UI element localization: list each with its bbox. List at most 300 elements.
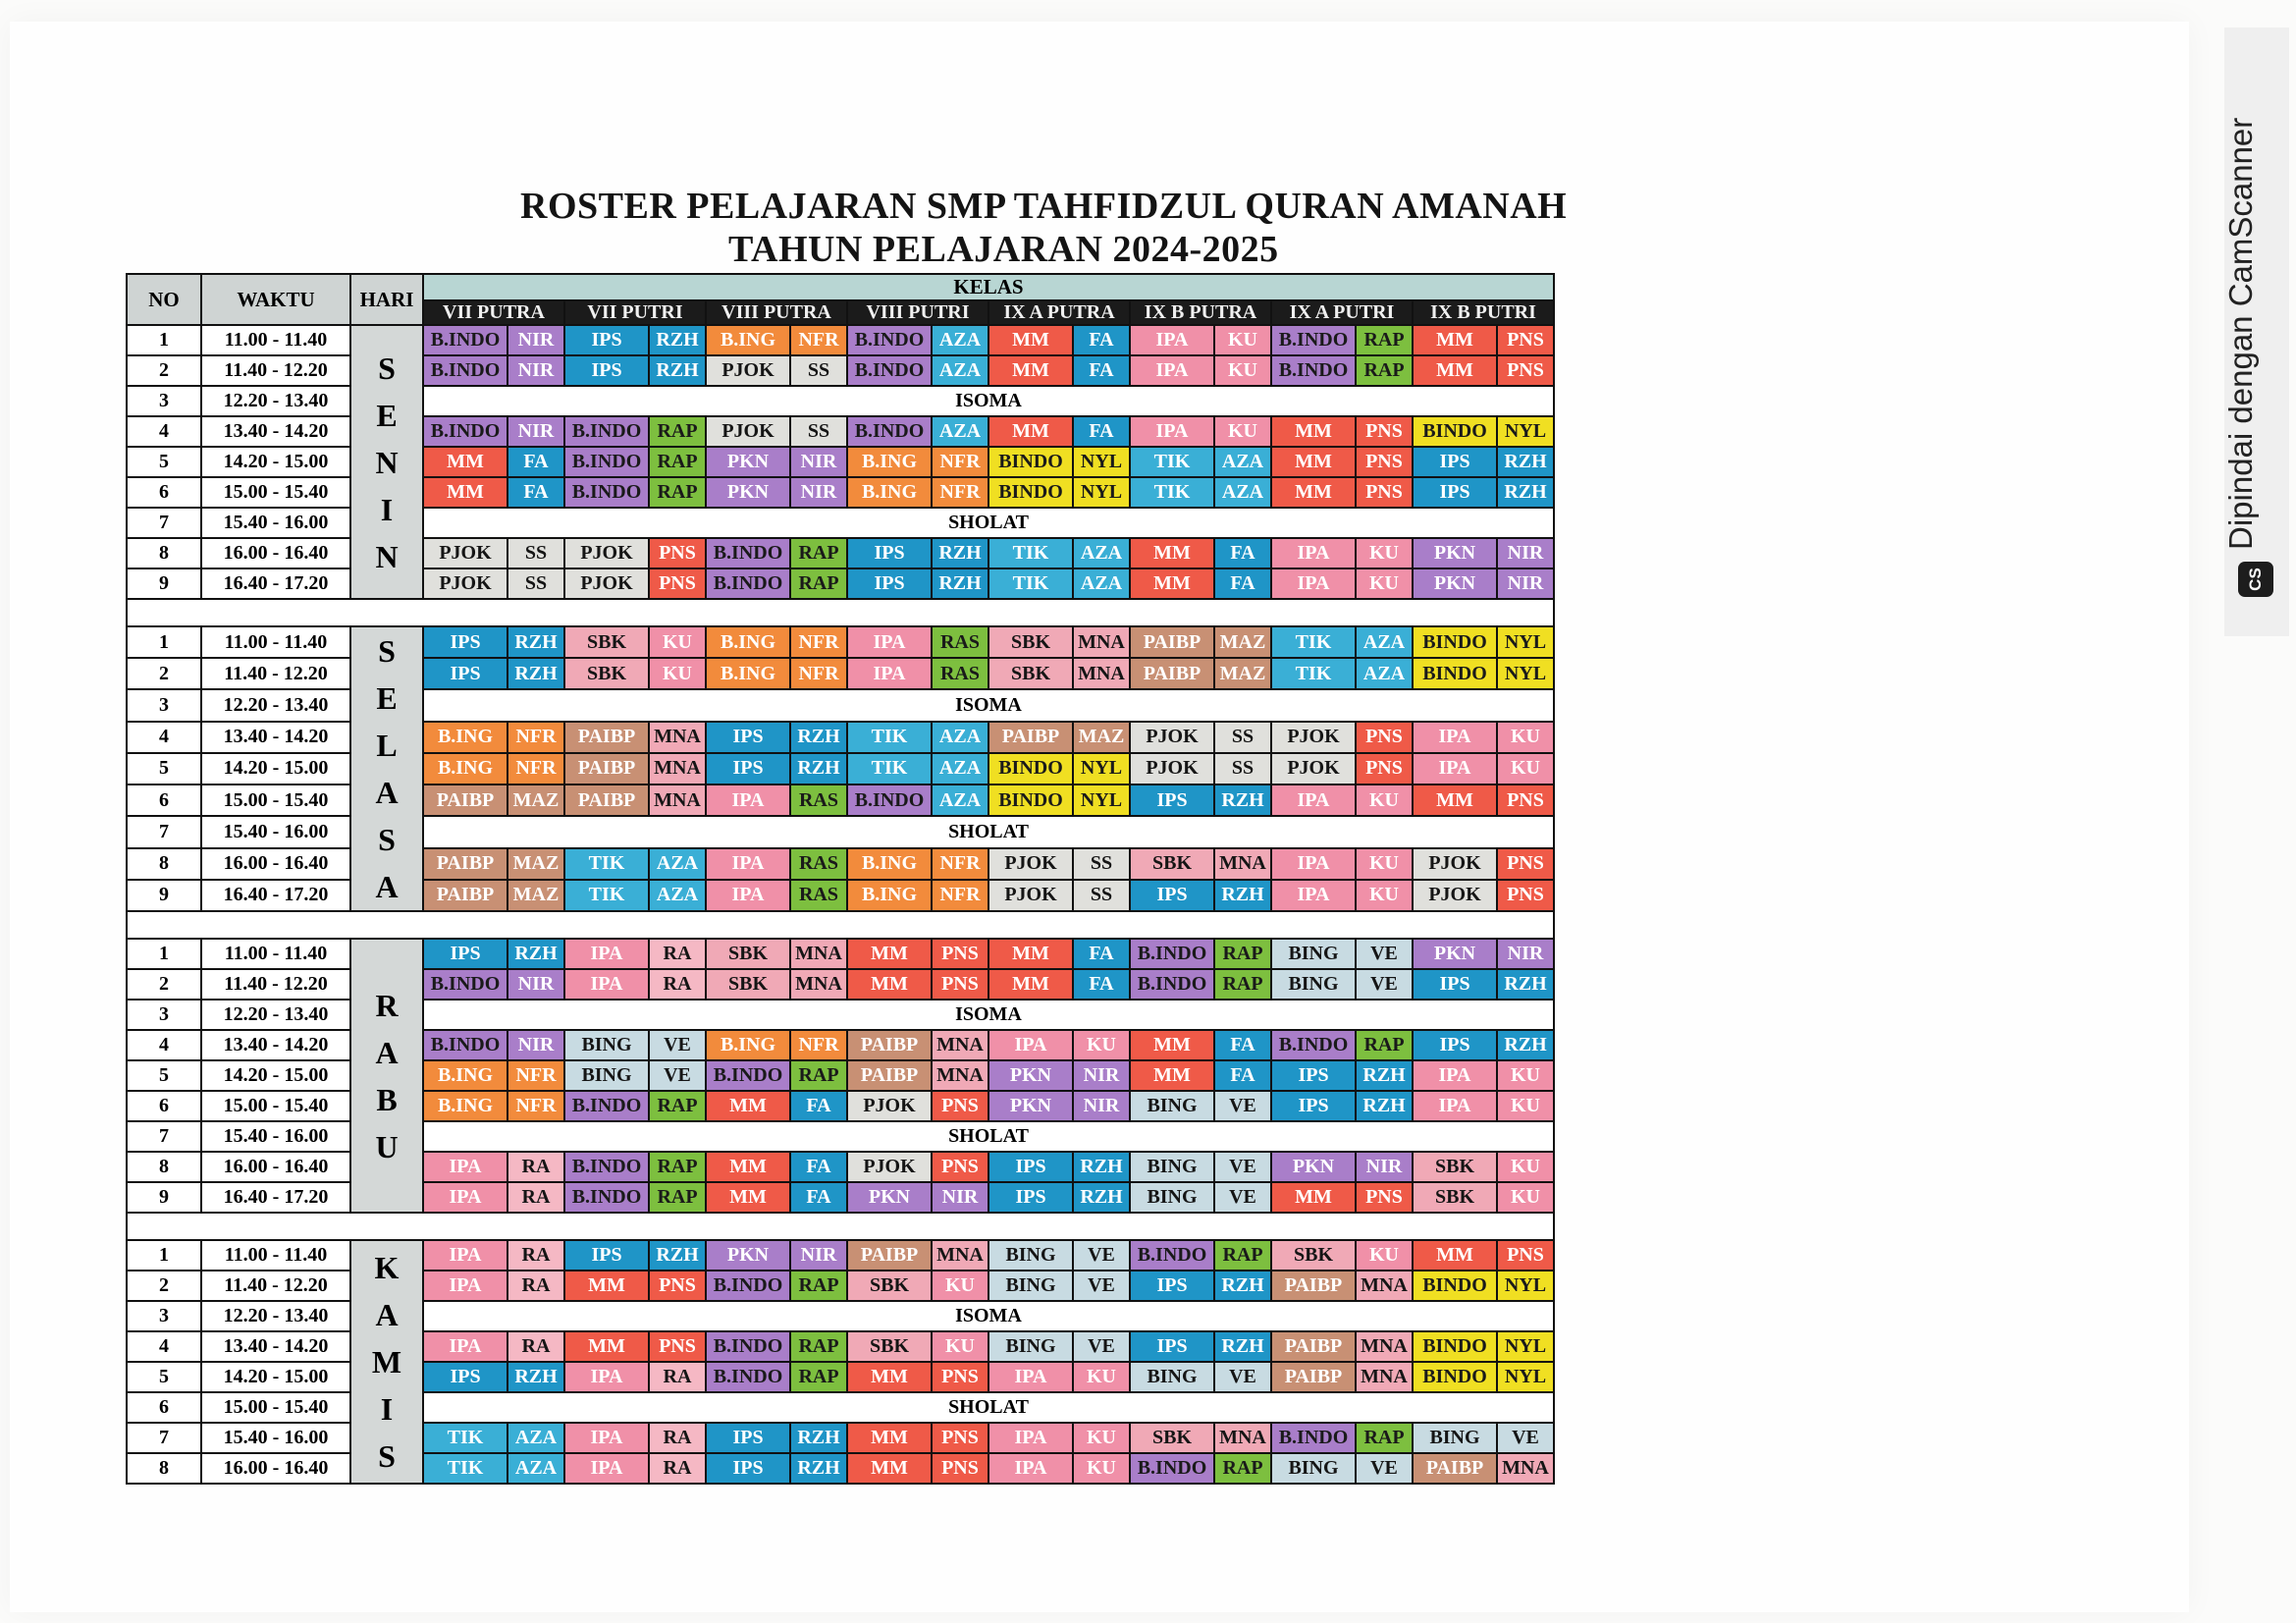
- subject-code: PJOK: [423, 568, 507, 599]
- subject-code: MM: [1413, 784, 1497, 816]
- subject-code: B.INDO: [706, 1271, 790, 1301]
- day-label-rabu: [350, 939, 423, 1213]
- table-row: [127, 848, 1554, 880]
- period-time: 15.00 - 15.40: [201, 784, 350, 816]
- teacher-code: RAP: [790, 1331, 847, 1362]
- teacher-code: PNS: [932, 969, 988, 1000]
- subject-code: PJOK: [1271, 722, 1356, 753]
- teacher-code: MNA: [1214, 1423, 1271, 1453]
- subject-code: IPA: [847, 658, 932, 689]
- subject-code: MM: [1413, 1240, 1497, 1271]
- teacher-code: NYL: [1497, 1362, 1554, 1392]
- teacher-code: NFR: [790, 658, 847, 689]
- teacher-code: RZH: [790, 753, 847, 784]
- teacher-code: KU: [1356, 538, 1413, 568]
- separator-cell: [127, 1213, 1554, 1240]
- subject-code: MM: [1130, 1060, 1214, 1091]
- subject-code: BINDO: [1413, 416, 1497, 447]
- period-time: 15.40 - 16.00: [201, 816, 350, 847]
- subject-code: MM: [706, 1182, 790, 1213]
- teacher-code: NFR: [790, 325, 847, 355]
- teacher-code: VE: [1356, 1453, 1413, 1484]
- period-time: 11.40 - 12.20: [201, 355, 350, 386]
- class-header-vii-putri: VII PUTRI: [564, 300, 706, 325]
- teacher-code: FA: [1073, 939, 1130, 969]
- teacher-code: PNS: [932, 939, 988, 969]
- subject-code: SBK: [706, 969, 790, 1000]
- subject-code: IPA: [706, 848, 790, 880]
- teacher-code: KU: [1214, 325, 1271, 355]
- teacher-code: VE: [1356, 939, 1413, 969]
- class-header-viii-putri: VIII PUTRI: [847, 300, 988, 325]
- teacher-code: MNA: [932, 1240, 988, 1271]
- teacher-code: FA: [1073, 325, 1130, 355]
- break-row-isoma: ISOMA: [423, 386, 1554, 416]
- subject-code: IPS: [706, 722, 790, 753]
- subject-code: MM: [988, 355, 1073, 386]
- teacher-code: RA: [649, 939, 706, 969]
- teacher-code: RA: [649, 1423, 706, 1453]
- subject-code: SBK: [1271, 1240, 1356, 1271]
- teacher-code: RAP: [790, 568, 847, 599]
- subject-code: PJOK: [988, 848, 1073, 880]
- teacher-code: KU: [1356, 1240, 1413, 1271]
- subject-code: PAIBP: [1413, 1453, 1497, 1484]
- teacher-code: AZA: [1356, 626, 1413, 658]
- period-number: 1: [127, 325, 201, 355]
- teacher-code: RZH: [649, 325, 706, 355]
- page-title: ROSTER PELAJARAN SMP TAHFIDZUL QURAN AMANAH: [520, 186, 1568, 227]
- teacher-code: RAS: [932, 626, 988, 658]
- teacher-code: NYL: [1497, 416, 1554, 447]
- subject-code: B.INDO: [1130, 1240, 1214, 1271]
- teacher-code: FA: [790, 1152, 847, 1182]
- teacher-code: RAS: [790, 784, 847, 816]
- subject-code: MM: [847, 969, 932, 1000]
- teacher-code: NYL: [1073, 784, 1130, 816]
- teacher-code: NYL: [1073, 753, 1130, 784]
- teacher-code: MAZ: [1214, 658, 1271, 689]
- period-time: 16.40 - 17.20: [201, 568, 350, 599]
- teacher-code: MNA: [1356, 1331, 1413, 1362]
- teacher-code: NYL: [1073, 447, 1130, 477]
- teacher-code: SS: [790, 355, 847, 386]
- subject-code: B.INDO: [564, 1182, 649, 1213]
- subject-code: IPA: [1271, 538, 1356, 568]
- subject-code: IPS: [564, 1240, 649, 1271]
- subject-code: IPA: [564, 969, 649, 1000]
- period-time: 13.40 - 14.20: [201, 1331, 350, 1362]
- subject-code: B.ING: [423, 753, 507, 784]
- subject-code: IPA: [1271, 784, 1356, 816]
- class-header-ix-b-putri: IX B PUTRI: [1413, 300, 1554, 325]
- subject-code: TIK: [1271, 658, 1356, 689]
- table-row: [127, 722, 1554, 753]
- subject-code: B.ING: [706, 658, 790, 689]
- teacher-code: RZH: [1073, 1182, 1130, 1213]
- teacher-code: KU: [1497, 1182, 1554, 1213]
- teacher-code: AZA: [1073, 568, 1130, 599]
- subject-code: IPA: [847, 626, 932, 658]
- teacher-code: KU: [1356, 880, 1413, 911]
- teacher-code: SS: [1073, 848, 1130, 880]
- teacher-code: AZA: [932, 416, 988, 447]
- break-row-isoma: ISOMA: [423, 1000, 1554, 1030]
- teacher-code: RA: [507, 1182, 564, 1213]
- subject-code: IPA: [564, 939, 649, 969]
- subject-code: MM: [988, 939, 1073, 969]
- teacher-code: NIR: [507, 416, 564, 447]
- table-row: [127, 477, 1554, 508]
- teacher-code: RA: [649, 1453, 706, 1484]
- teacher-code: AZA: [932, 722, 988, 753]
- teacher-code: MNA: [1073, 626, 1130, 658]
- teacher-code: NIR: [790, 1240, 847, 1271]
- period-time: 13.40 - 14.20: [201, 722, 350, 753]
- period-number: 9: [127, 880, 201, 911]
- subject-code: PAIBP: [564, 722, 649, 753]
- teacher-code: VE: [1497, 1423, 1554, 1453]
- table-row: [127, 508, 1554, 538]
- subject-code: TIK: [1271, 626, 1356, 658]
- subject-code: SBK: [988, 658, 1073, 689]
- period-number: 4: [127, 1030, 201, 1060]
- subject-code: PAIBP: [1130, 626, 1214, 658]
- subject-code: IPS: [1130, 1271, 1214, 1301]
- subject-code: PKN: [706, 477, 790, 508]
- teacher-code: AZA: [649, 880, 706, 911]
- period-time: 15.40 - 16.00: [201, 1121, 350, 1152]
- teacher-code: AZA: [1356, 658, 1413, 689]
- teacher-code: FA: [1214, 1060, 1271, 1091]
- subject-code: BINDO: [1413, 1271, 1497, 1301]
- period-time: 11.00 - 11.40: [201, 325, 350, 355]
- teacher-code: RAP: [649, 1152, 706, 1182]
- table-row: [127, 939, 1554, 969]
- teacher-code: PNS: [1356, 753, 1413, 784]
- period-number: 7: [127, 816, 201, 847]
- period-number: 8: [127, 1152, 201, 1182]
- teacher-code: PNS: [1497, 1240, 1554, 1271]
- subject-code: MM: [423, 477, 507, 508]
- teacher-code: NIR: [1356, 1152, 1413, 1182]
- teacher-code: PNS: [649, 1331, 706, 1362]
- subject-code: PAIBP: [423, 880, 507, 911]
- subject-code: SBK: [1413, 1182, 1497, 1213]
- table-row: [127, 1060, 1554, 1091]
- teacher-code: RAP: [1214, 1453, 1271, 1484]
- teacher-code: NYL: [1497, 626, 1554, 658]
- table-row: [127, 1331, 1554, 1362]
- subject-code: SBK: [847, 1271, 932, 1301]
- teacher-code: KU: [1497, 1091, 1554, 1121]
- subject-code: PAIBP: [847, 1240, 932, 1271]
- teacher-code: VE: [1073, 1240, 1130, 1271]
- period-number: 3: [127, 386, 201, 416]
- period-number: 6: [127, 784, 201, 816]
- subject-code: TIK: [988, 538, 1073, 568]
- subject-code: IPS: [988, 1152, 1073, 1182]
- table-row: [127, 386, 1554, 416]
- teacher-code: RAP: [790, 1362, 847, 1392]
- day-name: S E N I N: [375, 350, 399, 574]
- teacher-code: MAZ: [1073, 722, 1130, 753]
- period-number: 5: [127, 447, 201, 477]
- teacher-code: RAP: [649, 416, 706, 447]
- subject-code: B.INDO: [847, 416, 932, 447]
- teacher-code: MAZ: [507, 848, 564, 880]
- teacher-code: SS: [507, 568, 564, 599]
- period-number: 7: [127, 1121, 201, 1152]
- teacher-code: RZH: [1497, 447, 1554, 477]
- teacher-code: PNS: [1356, 447, 1413, 477]
- teacher-code: NIR: [790, 477, 847, 508]
- subject-code: PKN: [1271, 1152, 1356, 1182]
- subject-code: IPS: [1413, 447, 1497, 477]
- period-time: 15.00 - 15.40: [201, 1091, 350, 1121]
- subject-code: B.INDO: [1271, 355, 1356, 386]
- subject-code: IPA: [564, 1453, 649, 1484]
- subject-code: IPA: [988, 1423, 1073, 1453]
- roster-table: [126, 273, 1555, 1485]
- teacher-code: RAP: [1214, 1240, 1271, 1271]
- period-time: 16.40 - 17.20: [201, 1182, 350, 1213]
- subject-code: BING: [1271, 969, 1356, 1000]
- teacher-code: RZH: [649, 1240, 706, 1271]
- period-time: 16.00 - 16.40: [201, 1453, 350, 1484]
- teacher-code: MNA: [1073, 658, 1130, 689]
- period-time: 11.00 - 11.40: [201, 939, 350, 969]
- subject-code: IPS: [988, 1182, 1073, 1213]
- teacher-code: KU: [1497, 722, 1554, 753]
- day-label-selasa: [350, 626, 423, 911]
- subject-code: IPS: [847, 538, 932, 568]
- teacher-code: RAP: [1214, 969, 1271, 1000]
- subject-code: PAIBP: [564, 784, 649, 816]
- teacher-code: PNS: [1356, 416, 1413, 447]
- teacher-code: NFR: [790, 626, 847, 658]
- subject-code: BINDO: [1413, 626, 1497, 658]
- teacher-code: NIR: [1073, 1091, 1130, 1121]
- table-row: [127, 325, 1554, 355]
- teacher-code: RZH: [507, 939, 564, 969]
- subject-code: MM: [847, 1362, 932, 1392]
- subject-code: BINDO: [1413, 1362, 1497, 1392]
- period-number: 1: [127, 939, 201, 969]
- period-time: 16.00 - 16.40: [201, 1152, 350, 1182]
- subject-code: MM: [1271, 477, 1356, 508]
- table-row: [127, 1121, 1554, 1152]
- period-time: 14.20 - 15.00: [201, 753, 350, 784]
- teacher-code: PNS: [932, 1152, 988, 1182]
- subject-code: B.INDO: [706, 1331, 790, 1362]
- teacher-code: MNA: [1214, 848, 1271, 880]
- subject-code: PKN: [988, 1060, 1073, 1091]
- subject-code: B.INDO: [423, 355, 507, 386]
- teacher-code: FA: [1214, 568, 1271, 599]
- period-time: 16.40 - 17.20: [201, 880, 350, 911]
- teacher-code: RZH: [507, 658, 564, 689]
- subject-code: IPA: [1130, 325, 1214, 355]
- teacher-code: RAP: [649, 477, 706, 508]
- period-number: 8: [127, 848, 201, 880]
- subject-code: B.ING: [423, 1091, 507, 1121]
- subject-code: IPS: [1413, 969, 1497, 1000]
- roster-body: [127, 325, 1554, 1484]
- teacher-code: RZH: [790, 1423, 847, 1453]
- subject-code: TIK: [1130, 477, 1214, 508]
- teacher-code: KU: [1356, 568, 1413, 599]
- teacher-code: PNS: [1497, 784, 1554, 816]
- teacher-code: RZH: [1497, 969, 1554, 1000]
- subject-code: IPA: [1130, 355, 1214, 386]
- period-time: 15.00 - 15.40: [201, 477, 350, 508]
- period-time: 11.40 - 12.20: [201, 1271, 350, 1301]
- subject-code: IPA: [988, 1030, 1073, 1060]
- teacher-code: RAS: [790, 848, 847, 880]
- subject-code: MM: [564, 1271, 649, 1301]
- subject-code: IPA: [1271, 880, 1356, 911]
- teacher-code: NFR: [507, 1060, 564, 1091]
- subject-code: B.INDO: [847, 355, 932, 386]
- teacher-code: NIR: [507, 325, 564, 355]
- subject-code: IPS: [706, 1453, 790, 1484]
- teacher-code: MNA: [790, 939, 847, 969]
- subject-code: IPS: [1271, 1091, 1356, 1121]
- subject-code: TIK: [847, 753, 932, 784]
- teacher-code: AZA: [507, 1453, 564, 1484]
- period-number: 6: [127, 1392, 201, 1423]
- subject-code: IPS: [706, 753, 790, 784]
- teacher-code: FA: [1214, 538, 1271, 568]
- subject-code: MM: [706, 1091, 790, 1121]
- subject-code: B.INDO: [1271, 1030, 1356, 1060]
- table-row: [127, 568, 1554, 599]
- subject-code: MM: [423, 447, 507, 477]
- period-number: 3: [127, 689, 201, 721]
- day-name: S E L A S A: [375, 633, 399, 904]
- subject-code: IPA: [988, 1362, 1073, 1392]
- teacher-code: VE: [1073, 1271, 1130, 1301]
- teacher-code: FA: [1073, 355, 1130, 386]
- subject-code: IPA: [988, 1453, 1073, 1484]
- teacher-code: RZH: [1356, 1091, 1413, 1121]
- subject-code: TIK: [423, 1453, 507, 1484]
- teacher-code: AZA: [1073, 538, 1130, 568]
- subject-code: BING: [1271, 939, 1356, 969]
- subject-code: IPS: [423, 658, 507, 689]
- subject-code: B.ING: [706, 626, 790, 658]
- teacher-code: SS: [507, 538, 564, 568]
- table-row: [127, 626, 1554, 658]
- subject-code: IPS: [706, 1423, 790, 1453]
- teacher-code: RZH: [1497, 477, 1554, 508]
- subject-code: BING: [564, 1060, 649, 1091]
- subject-code: PKN: [1413, 568, 1497, 599]
- teacher-code: FA: [790, 1182, 847, 1213]
- subject-code: IPS: [1130, 880, 1214, 911]
- subject-code: SBK: [1413, 1152, 1497, 1182]
- subject-code: SBK: [564, 658, 649, 689]
- subject-code: B.INDO: [423, 325, 507, 355]
- subject-code: B.ING: [706, 1030, 790, 1060]
- teacher-code: RAP: [1356, 1423, 1413, 1453]
- subject-code: SBK: [847, 1331, 932, 1362]
- period-time: 15.40 - 16.00: [201, 508, 350, 538]
- teacher-code: RZH: [1497, 1030, 1554, 1060]
- period-number: 4: [127, 1331, 201, 1362]
- subject-code: PAIBP: [1271, 1362, 1356, 1392]
- teacher-code: AZA: [1214, 447, 1271, 477]
- period-number: 3: [127, 1301, 201, 1331]
- subject-code: SBK: [1130, 1423, 1214, 1453]
- subject-code: IPS: [423, 1362, 507, 1392]
- subject-code: IPS: [1271, 1060, 1356, 1091]
- subject-code: IPA: [423, 1331, 507, 1362]
- teacher-code: NIR: [1497, 939, 1554, 969]
- period-number: 8: [127, 1453, 201, 1484]
- subject-code: B.INDO: [564, 1091, 649, 1121]
- subject-code: IPA: [1130, 416, 1214, 447]
- subject-code: IPA: [564, 1423, 649, 1453]
- teacher-code: FA: [507, 447, 564, 477]
- subject-code: BINDO: [1413, 658, 1497, 689]
- header-kelas: KELAS: [423, 274, 1554, 300]
- subject-code: MM: [988, 969, 1073, 1000]
- period-number: 2: [127, 658, 201, 689]
- period-time: 15.40 - 16.00: [201, 1423, 350, 1453]
- teacher-code: RAP: [1214, 939, 1271, 969]
- subject-code: BING: [988, 1271, 1073, 1301]
- teacher-code: RZH: [790, 722, 847, 753]
- teacher-code: NYL: [1497, 1271, 1554, 1301]
- subject-code: PKN: [706, 447, 790, 477]
- subject-code: MM: [847, 1453, 932, 1484]
- subject-code: BING: [564, 1030, 649, 1060]
- break-row-sholat: SHOLAT: [423, 1121, 1554, 1152]
- subject-code: B.INDO: [706, 568, 790, 599]
- subject-code: MM: [1130, 538, 1214, 568]
- class-header-vii-putra: VII PUTRA: [423, 300, 564, 325]
- subject-code: B.ING: [847, 880, 932, 911]
- teacher-code: PNS: [932, 1453, 988, 1484]
- subject-code: BING: [1413, 1423, 1497, 1453]
- subject-code: B.INDO: [423, 1030, 507, 1060]
- teacher-code: PNS: [1356, 1182, 1413, 1213]
- teacher-code: PNS: [932, 1423, 988, 1453]
- subject-code: PJOK: [988, 880, 1073, 911]
- teacher-code: FA: [507, 477, 564, 508]
- subject-code: IPA: [706, 880, 790, 911]
- teacher-code: RZH: [790, 1453, 847, 1484]
- teacher-code: VE: [1073, 1331, 1130, 1362]
- subject-code: IPA: [423, 1271, 507, 1301]
- subject-code: MM: [1130, 1030, 1214, 1060]
- subject-code: PJOK: [706, 416, 790, 447]
- subject-code: B.INDO: [706, 1060, 790, 1091]
- class-header-ix-a-putri: IX A PUTRI: [1271, 300, 1413, 325]
- period-number: 5: [127, 753, 201, 784]
- subject-code: PKN: [1413, 939, 1497, 969]
- teacher-code: RAP: [1356, 355, 1413, 386]
- teacher-code: RZH: [649, 355, 706, 386]
- teacher-code: RAP: [790, 1060, 847, 1091]
- subject-code: PAIBP: [847, 1060, 932, 1091]
- subject-code: IPA: [1271, 848, 1356, 880]
- subject-code: IPA: [564, 1362, 649, 1392]
- subject-code: TIK: [1130, 447, 1214, 477]
- teacher-code: VE: [649, 1060, 706, 1091]
